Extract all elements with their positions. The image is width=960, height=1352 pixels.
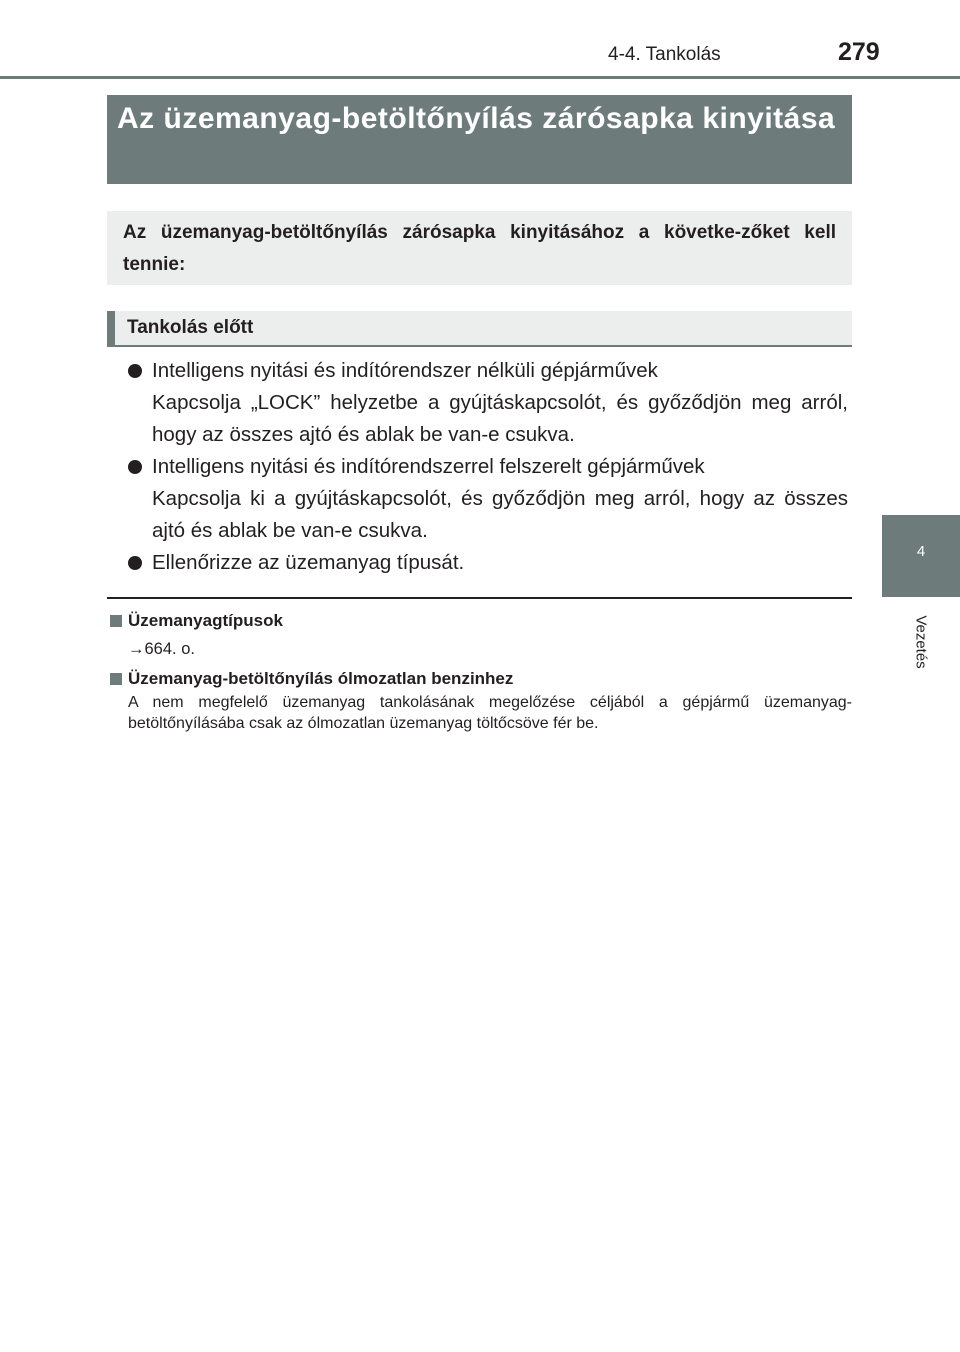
intro-panel — [107, 211, 852, 285]
bullet-description: Kapcsolja ki a gyújtáskapcsolót, és győződjön meg arról, hogy az összes ajtó és ablak be van-e csukva. — [152, 487, 848, 542]
bullet-dot-icon — [128, 556, 142, 570]
bullet-item — [128, 547, 848, 579]
note-heading-text: Üzemanyag-betöltőnyílás ólmozatlan benzinhez — [128, 669, 514, 688]
subheading-bar — [107, 311, 852, 347]
bullet-dot-icon — [128, 460, 142, 474]
page-title: Az üzemanyag-betöltőnyílás zárósapka kinyitása — [117, 102, 836, 135]
bullet-title: Intelligens nyitási és indítórendszer nélküli gépjárművek — [152, 359, 658, 382]
note-body: A nem megfelelő üzemanyag tankolásának megelőzése céljából a gépjármű üzemanyag-betöltőnyílásába csak az ólmozatlan üzemanyag töltőcsöve fér be. — [128, 694, 852, 732]
chapter-number: 4 — [916, 543, 926, 560]
note-heading — [110, 608, 852, 634]
square-bullet-icon — [110, 615, 122, 627]
bullet-description: Kapcsolja „LOCK” helyzetbe a gyújtáskapcsolót, és győződjön meg arról, hogy az összes ajtó és ablak be van-e csukva. — [152, 391, 848, 446]
notes-section — [110, 608, 852, 734]
chapter-label: Vezetés — [912, 615, 930, 669]
bullet-title: Ellenőrizze az üzemanyag típusát. — [152, 551, 465, 574]
subheading: Tankolás előtt — [127, 317, 254, 338]
chapter-tab — [882, 515, 960, 597]
page-number: 279 — [838, 38, 880, 66]
section-title: 4-4. Tankolás — [608, 44, 721, 65]
note-heading-text: Üzemanyagtípusok — [128, 611, 283, 630]
bullet-item — [128, 451, 848, 547]
bullet-dot-icon — [128, 364, 142, 378]
title-banner — [107, 95, 852, 184]
header-divider — [0, 76, 960, 79]
section-divider — [107, 597, 852, 599]
intro-text: Az üzemanyag-betöltőnyílás zárósapka kinyitásához a követke-zőket kell tennie: — [123, 222, 836, 275]
bullet-item — [128, 355, 848, 451]
bullet-title: Intelligens nyitási és indítórendszerrel felszerelt gépjárművek — [152, 455, 705, 478]
page-reference-link[interactable]: →664. o. — [128, 640, 195, 658]
square-bullet-icon — [110, 673, 122, 685]
note-heading — [110, 666, 852, 692]
bullet-list — [128, 355, 848, 579]
